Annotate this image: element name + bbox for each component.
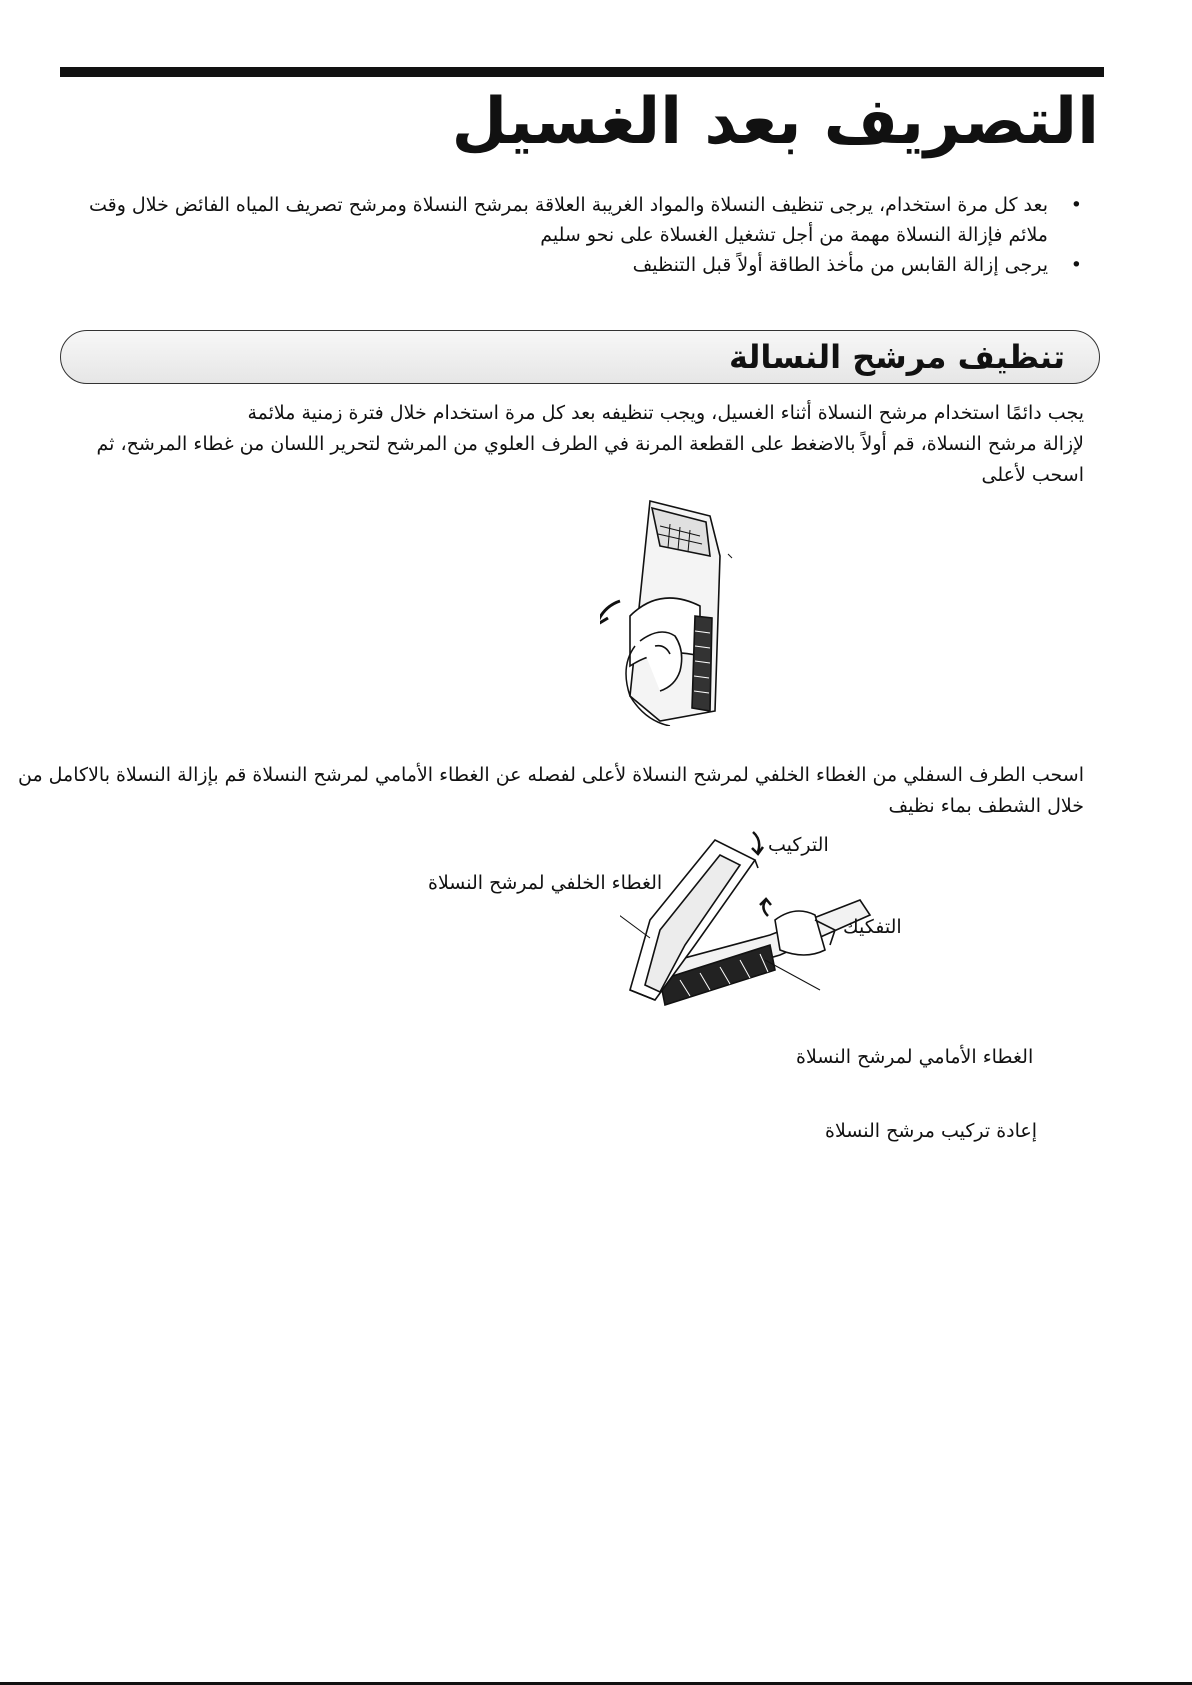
- reinstall-caption: إعادة تركيب مرشح النسلاة: [825, 1120, 1038, 1142]
- intro-line: يجب دائمًا استخدام مرشح النسلاة أثناء الغسيل، ويجب تنظيفه بعد كل مرة استخدام خلال فترة زمنية ملائمة: [247, 402, 1084, 424]
- step2-paragraph: اسحب الطرف السفلي من الغطاء الخلفي لمرشح النسلاة لأعلى لفصله عن الغطاء الأمامي لمرشح النسلاة قم بإزالة النسلاة بالاكامل من خلال الشطف بماء نظيف: [17, 764, 1084, 817]
- label-install: التركيب: [768, 834, 829, 856]
- filter-covers-illustration: [620, 820, 880, 1050]
- section-title: تنظيف مرشح النسالة: [729, 338, 1065, 376]
- top-rule: [60, 67, 1104, 77]
- label-back-cover: الغطاء الخلفي لمرشح النسلاة: [428, 872, 663, 894]
- bullet-item: • بعد كل مرة استخدام، يرجى تنظيف النسلاة والمواد الغريبة العلاقة بمرشح النسلاة ومرشح تصريف المياه الفائض خلال وقت ملائم فإزالة النسلاة مهمة من أجل تشغيل الغسلاة على نحو سليم: [72, 190, 1082, 250]
- intro-line: لإزالة مرشح النسلاة، قم أولاً بالاضغط على القطعة المرنة في الطرف العلوي من المرشح لتحرير اللسان من غطاء المرشح، ثم اسحب لأعلى: [96, 433, 1084, 486]
- page-title: التصريف بعد الغسيل: [451, 85, 1099, 159]
- bullet-list: [72, 190, 1082, 280]
- section-header: [60, 330, 1100, 384]
- intro-paragraph: [84, 398, 1084, 491]
- label-front-cover: الغطاء الأمامي لمرشح النسلاة: [796, 1046, 1034, 1068]
- bullet-item: • يرجى إزالة القابس من مأخذ الطاقة أولاً قبل التنظيف: [72, 250, 1082, 280]
- filter-removal-illustration: [600, 496, 780, 726]
- label-remove: التفكيك: [843, 916, 902, 938]
